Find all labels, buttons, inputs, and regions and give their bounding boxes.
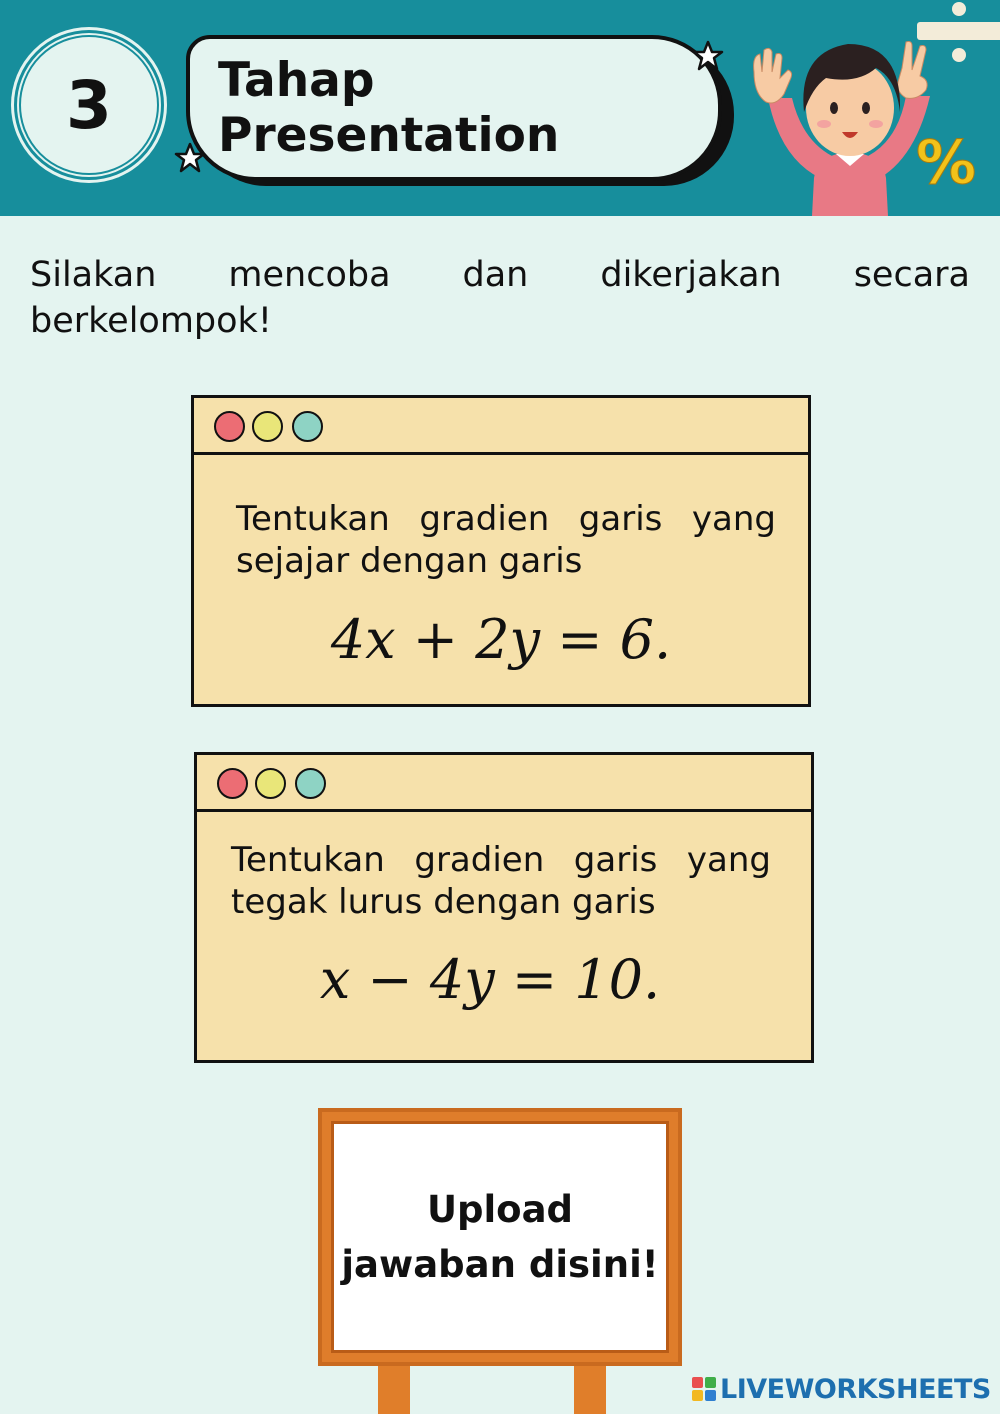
header-banner xyxy=(0,0,1000,216)
page-title: Tahap Presentation xyxy=(218,53,560,163)
question-equation xyxy=(194,608,808,671)
cartoon-student-illustration xyxy=(740,28,1000,216)
yellow-dot-icon xyxy=(252,411,283,442)
teal-dot-icon xyxy=(292,411,323,442)
question-card-2 xyxy=(194,752,814,1063)
star-icon xyxy=(692,40,724,72)
red-dot-icon xyxy=(214,411,245,442)
yellow-dot-icon xyxy=(255,768,286,799)
red-dot-icon xyxy=(217,768,248,799)
upload-label-line2: jawaban disini! xyxy=(341,1243,659,1286)
window-titlebar xyxy=(194,398,808,455)
liveworksheets-logo xyxy=(692,1372,991,1406)
equation-text: 4x + 2y = 6. xyxy=(330,608,672,671)
question-text: Tentukan gradien garis yang tegak lurus dengan garis xyxy=(231,840,771,922)
question-text: Tentukan gradien garis yang sejajar dengan garis xyxy=(236,499,776,581)
liveworksheets-grid-icon xyxy=(692,1377,716,1401)
star-icon xyxy=(174,142,206,174)
teal-dot-icon xyxy=(295,768,326,799)
step-number-badge xyxy=(14,30,164,180)
instruction-text: Silakan mencoba dan dikerjakan secara berkelompok! xyxy=(30,255,970,341)
question-card-1 xyxy=(191,395,811,707)
title-pill xyxy=(186,35,722,181)
liveworksheets-logo-text: LIVEWORKSHEETS xyxy=(720,1373,991,1405)
step-number: 3 xyxy=(66,66,112,144)
equation-text: x − 4y = 10. xyxy=(319,948,661,1011)
upload-answer-area[interactable] xyxy=(334,1124,666,1350)
step-badge-ring xyxy=(19,35,159,175)
window-titlebar xyxy=(197,755,811,812)
question-equation xyxy=(183,948,797,1011)
upload-label-line1: Upload xyxy=(426,1188,574,1231)
svg-text:%: % xyxy=(916,128,977,198)
